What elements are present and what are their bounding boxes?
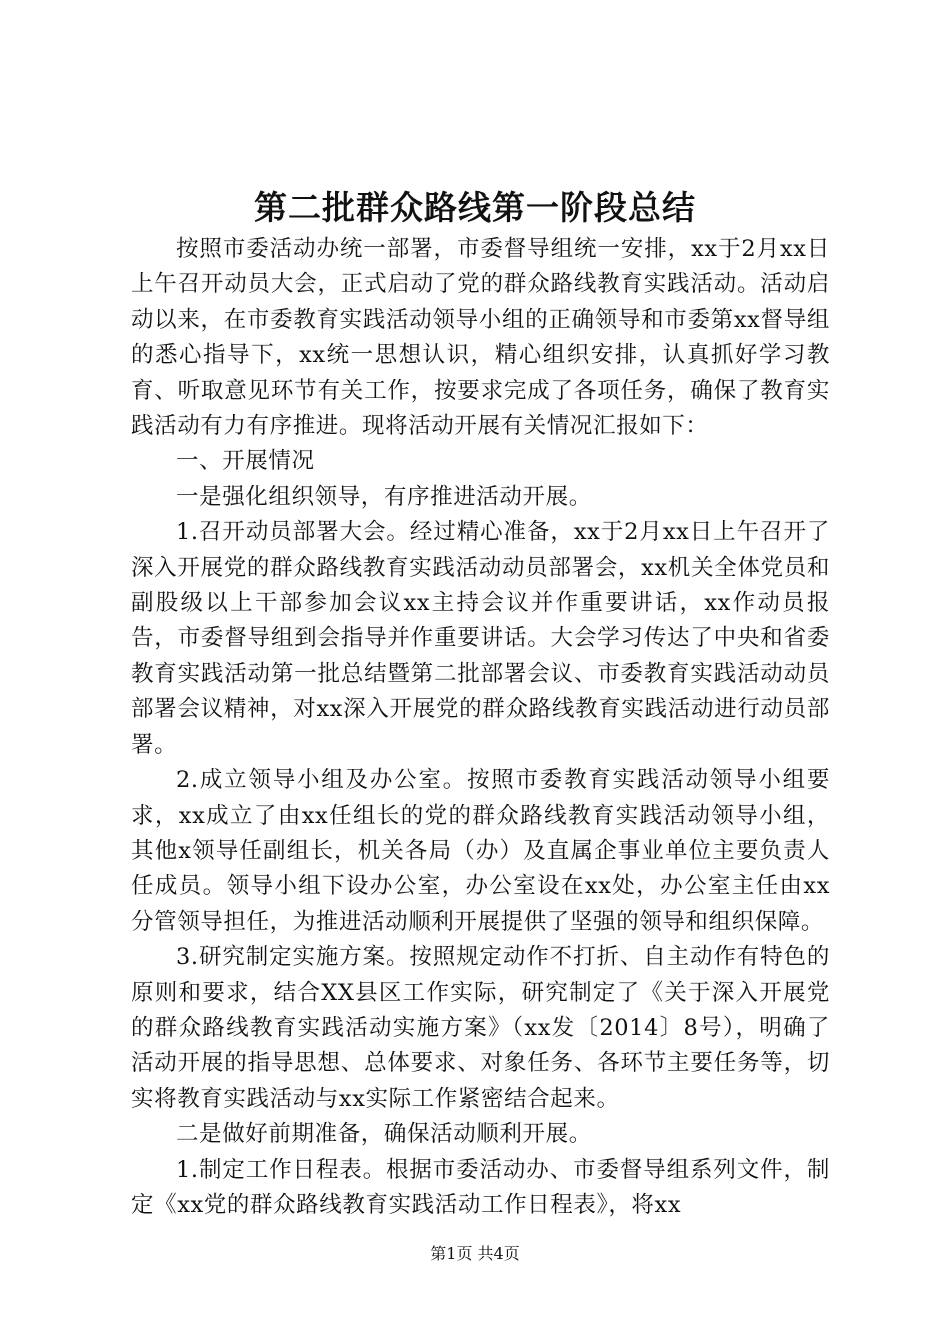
subsection-heading-1: 一是强化组织领导，有序推进活动开展。 <box>176 483 592 510</box>
paragraph-item-2-1: 1.制定工作日程表。根据市委活动办、市委督导组系列文件，制定《xx党的群众路线教育实践活动工作日程表》，将xx <box>131 1156 830 1218</box>
paragraph-item-1-3: 3.研究制定实施方案。按照规定动作不打折、自主动作有特色的原则和要求，结合XX县区工作实际，研究制定了《关于深入开展党的群众路线教育实践活动实施方案》（xx发〔2014〕8号），明确了活动开展的指导思想、总体要求、对象任务、各环节主要任务等，切实将教育实践活动与xx实际工作紧密结合起来。 <box>131 944 830 1112</box>
paragraph-intro: 按照市委活动办统一部署，市委督导组统一安排，xx于2月xx日上午召开动员大会，正式启动了党的群众路线教育实践活动。活动启动以来，在市委教育实践活动领导小组的正确领导和市委第xx督导组的悉心指导下，xx统一思想认识，精心组织安排，认真抓好学习教育、听取意见环节有关工作，按要求完成了各项任务，确保了教育实践活动有力有序推进。现将活动开展有关情况汇报如下： <box>131 236 830 440</box>
paragraph-item-1-2: 2.成立领导小组及办公室。按照市委教育实践活动领导小组要求，xx成立了由xx任组长的党的群众路线教育实践活动领导小组，其他x领导任副组长，机关各局（办）及直属企事业单位主要负责人任成员。领导小组下设办公室，办公室设在xx处，办公室主任由xx分管领导担任，为推进活动顺利开展提供了坚强的领导和组织保障。 <box>131 767 830 935</box>
page-number-footer: 第1页 共4页 <box>430 1244 520 1263</box>
section-heading-1: 一、开展情况 <box>176 448 315 475</box>
document-body <box>131 232 830 1223</box>
document-title: 第二批群众路线第一阶段总结 <box>254 188 696 227</box>
paragraph-item-1-1: 1.召开动员部署大会。经过精心准备，xx于2月xx日上午召开了深入开展党的群众路线教育实践活动动员部署会，xx机关全体党员和副股级以上干部参加会议xx主持会议并作重要讲话，xx作动员报告，市委督导组到会指导并作重要讲话。大会学习传达了中央和省委教育实践活动第一批总结暨第二批部署会议、市委教育实践活动动员部署会议精神，对xx深入开展党的群众路线教育实践活动进行动员部署。 <box>131 519 830 758</box>
subsection-heading-2: 二是做好前期准备，确保活动顺利开展。 <box>176 1121 592 1148</box>
